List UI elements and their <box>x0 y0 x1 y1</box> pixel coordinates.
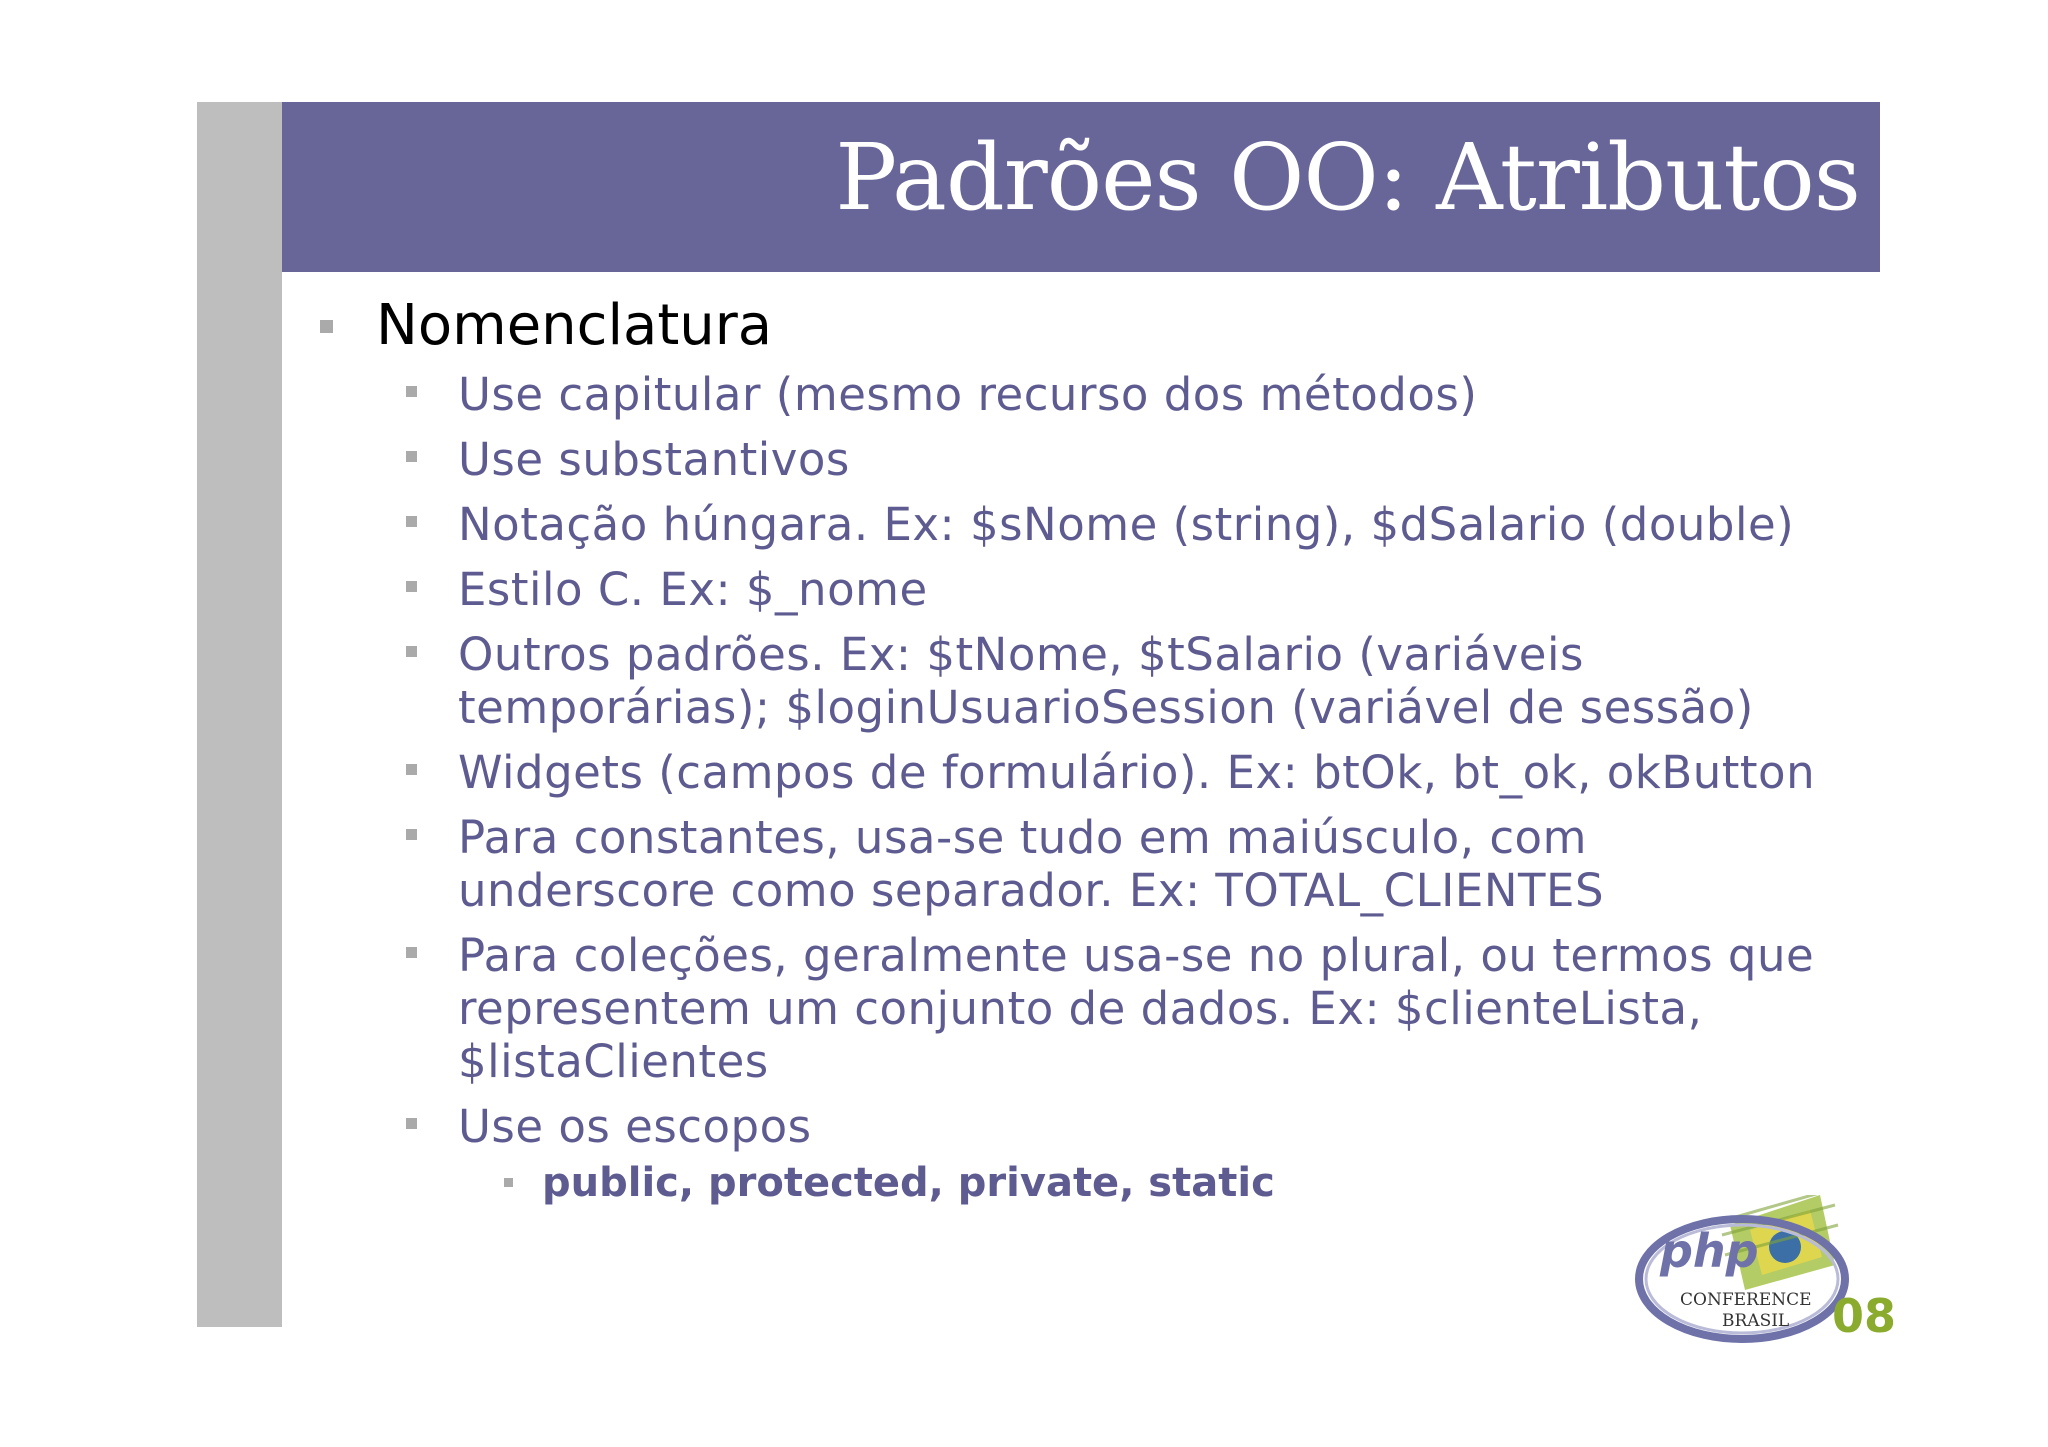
level1-heading: Nomenclatura <box>376 293 773 358</box>
title-band <box>282 102 1880 272</box>
bullet-marker <box>406 764 417 775</box>
list-item-line: temporárias); $loginUsuarioSession (variável de sessão) <box>458 681 1754 734</box>
list-item: Use substantivos <box>458 433 850 486</box>
logo-year-text: 08 <box>1832 1289 1897 1343</box>
list-item: Use capitular (mesmo recurso dos métodos) <box>458 368 1478 421</box>
list-item-line: Para coleções, geralmente usa-se no plural, ou termos que <box>458 929 1815 982</box>
list-item: Use os escopos <box>458 1100 812 1153</box>
bullet-marker <box>406 947 417 958</box>
list-item-line: representem um conjunto de dados. Ex: $clienteLista, <box>458 982 1703 1035</box>
logo-brasil-text: BRASIL <box>1722 1311 1790 1331</box>
bullet-marker <box>504 1178 513 1187</box>
slide-title: Padrões OO: Atributos <box>835 124 1860 231</box>
bullet-marker <box>406 1118 417 1129</box>
list-item-line: Para constantes, usa-se tudo em maiúsculo, com <box>458 811 1587 864</box>
bullet-marker <box>406 451 417 462</box>
list-item: Widgets (campos de formulário). Ex: btOk, bt_ok, okButton <box>458 746 1816 799</box>
bullet-marker <box>406 386 417 397</box>
logo-php-text: php <box>1660 1224 1759 1278</box>
logo-conference-text: CONFERENCE <box>1680 1290 1812 1310</box>
sub-list-item: public, protected, private, static <box>542 1160 1275 1206</box>
bullet-marker <box>406 646 417 657</box>
bullet-marker <box>320 320 333 333</box>
bullet-marker <box>406 516 417 527</box>
list-item: Estilo C. Ex: $_nome <box>458 563 928 616</box>
list-item-line: underscore como separador. Ex: TOTAL_CLIENTES <box>458 864 1605 917</box>
list-item-line: $listaClientes <box>458 1035 769 1088</box>
php-conference-logo <box>1630 1195 1902 1355</box>
list-item: Notação húngara. Ex: $sNome (string), $dSalario (double) <box>458 498 1795 551</box>
bullet-marker <box>406 829 417 840</box>
left-accent-bar <box>197 102 282 1327</box>
bullet-marker <box>406 581 417 592</box>
list-item-line: Outros padrões. Ex: $tNome, $tSalario (variáveis <box>458 628 1584 681</box>
